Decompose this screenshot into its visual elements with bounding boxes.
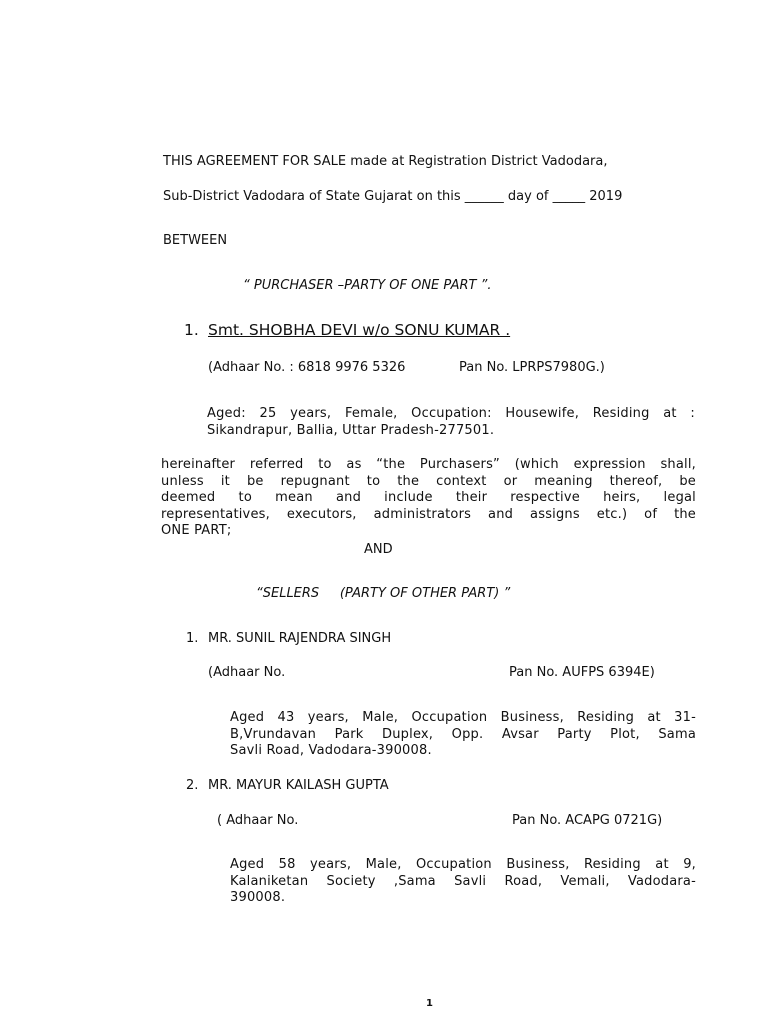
seller-1-name: MR. SUNIL RAJENDRA SINGH — [208, 631, 392, 646]
paragraph-line: deemed to mean and include their respective heirs, legal — [161, 490, 696, 505]
intro-line-1: THIS AGREEMENT FOR SALE made at Registration District Vadodara, — [163, 154, 608, 169]
intro-line-2: Sub-District Vadodara of State Gujarat on this ______ day of _____ 2019 — [163, 189, 623, 204]
paragraph-line: unless it be repugnant to the context or meaning thereof, be — [161, 473, 696, 489]
seller-1-details — [230, 710, 696, 760]
purchaser-number: 1. — [184, 321, 199, 339]
purchaser-details — [207, 406, 695, 439]
sellers-heading: “SELLERS (PARTY OF OTHER PART) ” — [256, 586, 511, 601]
purchaser-details-line: Aged: 25 years, Female, Occupation: Housewife, Residing at : — [207, 406, 695, 421]
between-heading: BETWEEN — [163, 233, 228, 248]
paragraph-line: hereinafter referred to as “the Purchasers” (which expression shall, — [161, 457, 696, 472]
purchaser-name: Smt. SHOBHA DEVI w/o SONU KUMAR . — [208, 321, 511, 339]
purchaser-adhaar: (Adhaar No. : 6818 9976 5326 — [208, 360, 406, 375]
seller-2-pan: Pan No. ACAPG 0721G) — [512, 813, 663, 828]
page-number: 1 — [426, 998, 433, 1009]
seller-2-number: 2. — [186, 778, 199, 793]
seller-2-name: MR. MAYUR KAILASH GUPTA — [208, 778, 389, 793]
seller-details-line: Kalaniketan Society ,Sama Savli Road, Vemali, Vadodara- — [230, 873, 696, 889]
seller-details-line: Savli Road, Vadodara-390008. — [230, 743, 432, 758]
seller-2-details — [230, 857, 696, 907]
purchaser-pan: Pan No. LPRPS7980G.) — [459, 360, 605, 375]
hereinafter-paragraph — [161, 457, 696, 540]
paragraph-line: ONE PART; — [161, 523, 232, 538]
paragraph-line: representatives, executors, administrators and assigns etc.) of the — [161, 506, 696, 522]
seller-details-line: Aged 58 years, Male, Occupation Business, Residing at 9, — [230, 857, 696, 872]
seller-details-line: 390008. — [230, 890, 286, 905]
seller-details-line: Aged 43 years, Male, Occupation Business, Residing at 31- — [230, 710, 696, 725]
purchaser-heading: “ PURCHASER –PARTY OF ONE PART ”. — [243, 278, 492, 293]
seller-1-adhaar: (Adhaar No. — [208, 665, 286, 680]
seller-1-pan: Pan No. AUFPS 6394E) — [509, 665, 655, 680]
and-heading: AND — [364, 542, 393, 557]
seller-1-number: 1. — [186, 631, 199, 646]
purchaser-details-line: Sikandrapur, Ballia, Uttar Pradesh-277501. — [207, 422, 495, 438]
seller-details-line: B,Vrundavan Park Duplex, Opp. Avsar Party Plot, Sama — [230, 726, 696, 742]
seller-2-adhaar: ( Adhaar No. — [217, 813, 299, 828]
